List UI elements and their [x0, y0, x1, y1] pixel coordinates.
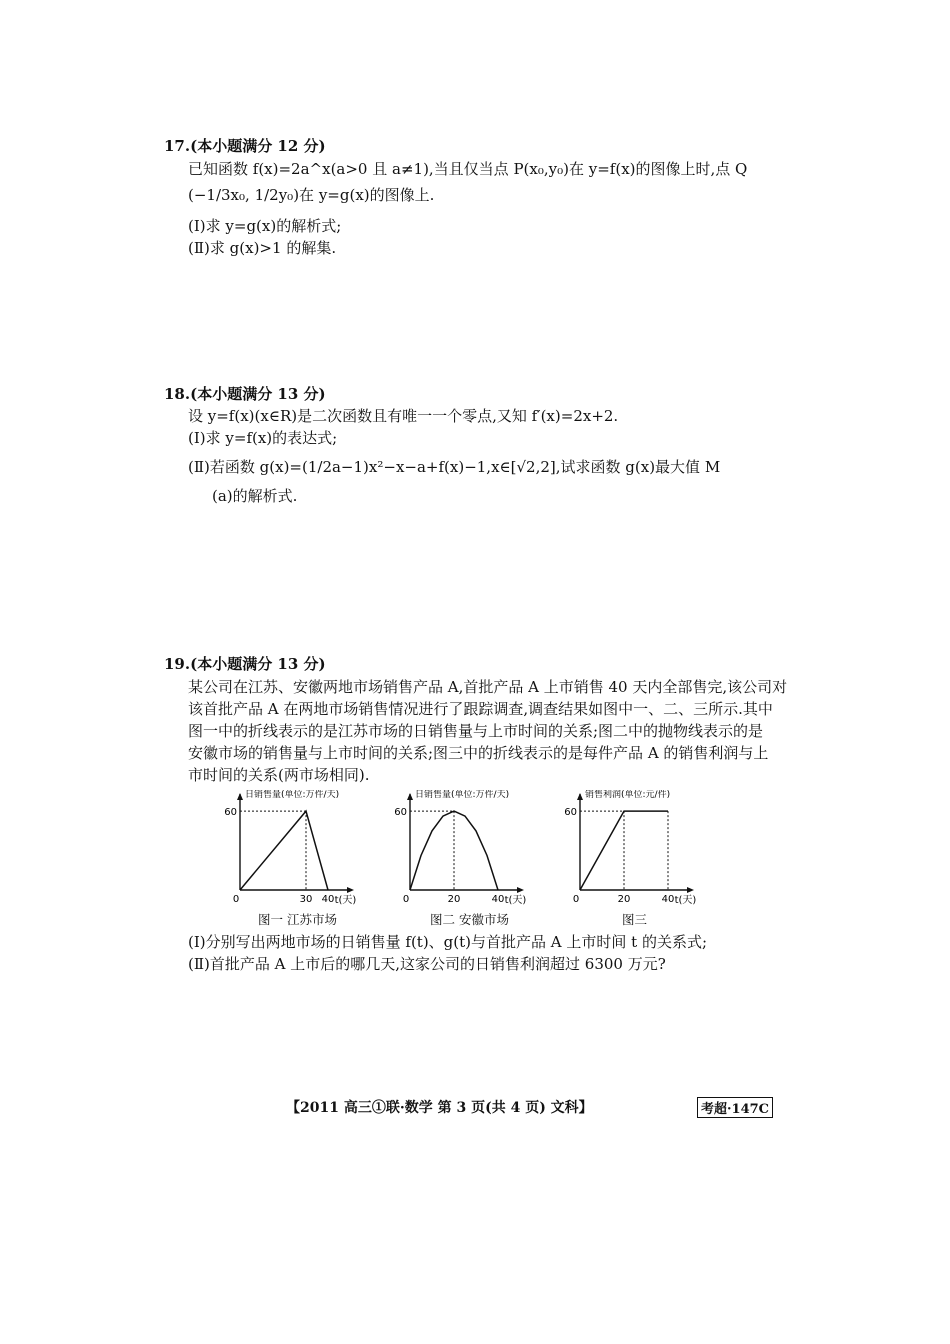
- chart2-x-arrow: [517, 887, 524, 893]
- chart2-caption: 图二 安徽市场: [430, 912, 509, 927]
- chart1-caption: 图一 江苏市场: [258, 912, 337, 927]
- chart2-xlabel: t(天): [504, 895, 527, 906]
- q17-line1: 已知函数 f(x)=2a^x(a>0 且 a≠1),当且仅当点 P(x₀,y₀)在 y=f(x)的图像上时,点 Q: [188, 160, 748, 178]
- chart1-xtick-30: 30: [299, 894, 313, 905]
- chart2-xtick-20: 20: [447, 894, 461, 905]
- chart2-y-arrow: [407, 793, 413, 800]
- q17-header: 17.(本小题满分 12 分): [164, 137, 326, 155]
- chart2-ylabel: 日销售量(单位:万件/天): [415, 790, 510, 800]
- q19-part2: (Ⅱ)首批产品 A 上市后的哪几天,这家公司的日销售利润超过 6300 万元?: [188, 955, 666, 973]
- chart2-xtick-0: 0: [402, 894, 410, 905]
- chart3-xlabel: t(天): [674, 895, 697, 906]
- q19-p1: 某公司在江苏、安徽两地市场销售产品 A,首批产品 A 上市销售 40 天内全部售完,该公司对: [188, 678, 788, 696]
- q19-header: 19.(本小题满分 13 分): [164, 655, 326, 673]
- q17-part1: (Ⅰ)求 y=g(x)的解析式;: [188, 217, 342, 235]
- chart1-xlabel: t(天): [334, 895, 357, 906]
- chart1-y-arrow: [237, 793, 243, 800]
- chart1-xtick-40: 40: [321, 894, 335, 905]
- q18-part1: (Ⅰ)求 y=f(x)的表达式;: [188, 429, 338, 447]
- q18-part2b: (a)的解析式.: [212, 487, 298, 505]
- chart3-series-line: [580, 811, 668, 890]
- chart2-series-line: [410, 811, 498, 890]
- q19-p3: 图一中的折线表示的是江苏市场的日销售量与上市时间的关系;图二中的抛物线表示的是: [188, 722, 764, 740]
- figure-charts: [200, 790, 720, 924]
- chart2-xtick-40: 40: [491, 894, 505, 905]
- q19-p4: 安徽市场的销售量与上市时间的关系;图三中的折线表示的是每件产品 A 的销售利润与上: [188, 744, 769, 762]
- chart3-xtick-0: 0: [572, 894, 580, 905]
- chart1-x-arrow: [347, 887, 354, 893]
- chart3-xtick-40: 40: [661, 894, 675, 905]
- chart3-xtick-20: 20: [617, 894, 631, 905]
- exam-code: 考超·147C: [697, 1097, 773, 1118]
- chart1-xtick-0: 0: [232, 894, 240, 905]
- q17-part2: (Ⅱ)求 g(x)>1 的解集.: [188, 239, 337, 257]
- chart3-x-arrow: [687, 887, 694, 893]
- chart2-ytick-60: 60: [394, 807, 407, 819]
- chart3-ylabel: 销售利润(单位:元/件): [585, 790, 671, 800]
- chart1-ytick-60: 60: [224, 807, 237, 819]
- charts-svg: [200, 790, 720, 920]
- q19-part1: (Ⅰ)分别写出两地市场的日销售量 f(t)、g(t)与首批产品 A 上市时间 t 的关系式;: [188, 933, 708, 951]
- q18-part2: (Ⅱ)若函数 g(x)=(1/2a−1)x²−x−a+f(x)−1,x∈[√2,2],试求函数 g(x)最大值 M: [188, 458, 721, 476]
- q17-line2: (−1/3x₀, 1/2y₀)在 y=g(x)的图像上.: [188, 186, 435, 204]
- q19-p2: 该首批产品 A 在两地市场销售情况进行了跟踪调查,调查结果如图中一、二、三所示.其中: [188, 700, 773, 718]
- chart1-ylabel: 日销售量(单位:万件/天): [245, 790, 340, 800]
- chart3-ytick-60: 60: [564, 807, 577, 819]
- q18-line1: 设 y=f(x)(x∈R)是二次函数且有唯一一个零点,又知 f′(x)=2x+2.: [188, 407, 619, 425]
- chart3-y-arrow: [577, 793, 583, 800]
- q19-p5: 市时间的关系(两市场相同).: [188, 766, 370, 784]
- q18-header: 18.(本小题满分 13 分): [164, 385, 326, 403]
- chart1-series-line: [240, 811, 328, 890]
- chart3-caption: 图三: [622, 912, 648, 927]
- page-footer: 【2011 高三①联·数学 第 3 页(共 4 页) 文科】: [286, 1100, 593, 1116]
